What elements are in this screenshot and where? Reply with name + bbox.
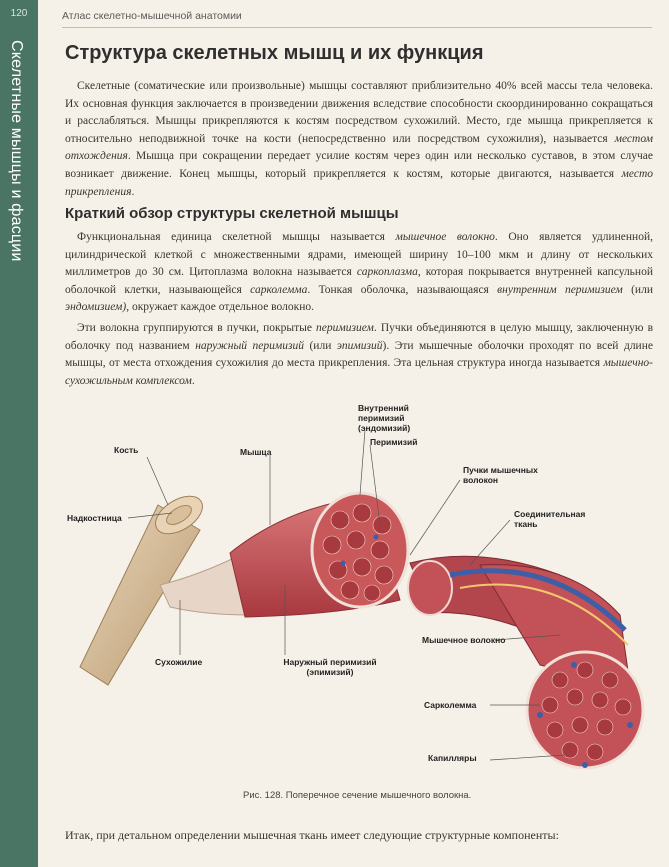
label-sarcolemma: Сарколемма <box>424 700 477 710</box>
text-run: Скелетные (соматические или произвольные) мышцы составляют приблизительно 40% всей массы тела человека. Их основная функция заключается в произведении движения вследствие способности скоординированно сокращаться и расслабляться. Мышцы прикрепляются к костям посредством сухожилий. Место, где мышца прикрепляется к относительно неподвижной точке на кости (непосредственно или посредством сухожилия), называется <box>65 80 653 145</box>
text-run: ). Эти мышечные оболочки проходят по всей длине мышцы, от места отхождения сухожилия до места прикрепления. Эта цельная структура иногда называется <box>65 339 653 370</box>
text-run: . Оно является удлиненной, цилиндрической клеткой с множественными ядрами, имеющей ширину 10–100 мкм и длину от нескольких миллиметров до 30 см. Цитоплазма волокна называется <box>65 231 653 279</box>
running-header: Атлас скелетно-мышечной анатомии <box>62 10 652 28</box>
label-muscle: Мышца <box>240 447 272 457</box>
italic-term: саркоплазма <box>356 266 418 279</box>
bottom-text: Итак, при детальном определении мышечная ткань имеет следующие структурные компоненты: <box>65 828 559 842</box>
italic-term: место прикрепления <box>65 167 653 198</box>
text-run: (или <box>303 339 337 352</box>
text-run: Эти волокна группируются в пучки, покрытые <box>77 322 317 334</box>
italic-term: сарколемма <box>250 283 308 296</box>
text-run: (или <box>622 283 653 296</box>
section-paragraph-2 <box>65 320 653 390</box>
figure-caption: Рис. 128. Поперечное сечение мышечного волокна. <box>243 790 472 801</box>
italic-term: местом отхождения <box>65 132 653 163</box>
label-fascicles: Пучки мышечных волокон <box>463 465 538 485</box>
italic-term: мышечно-сухожильным комплексом <box>65 357 653 387</box>
italic-term: эпимизий <box>336 339 383 352</box>
text-run: . <box>191 374 195 387</box>
italic-term: мышечное волокно <box>395 231 495 243</box>
label-periosteum: Надкостница <box>67 513 122 523</box>
italic-term: эндомизием) <box>65 301 127 314</box>
label-perimysium: Перимизий <box>370 437 418 447</box>
text-run: . Пучки объединяются в целую мышцу, заключенную в оболочку под названием <box>65 322 653 352</box>
chapter-sidebar <box>0 0 38 867</box>
label-tendon: Сухожилие <box>155 657 203 667</box>
chapter-title: Структура скелетных мышц и их функция <box>65 42 484 64</box>
page-number: 120 <box>10 8 28 19</box>
text-run: . Тонкая оболочка, называющаяся <box>307 283 498 296</box>
label-muscle-fiber: Мышечное волокно <box>422 635 506 645</box>
text-run: . Мышца при сокращении передает усилие костям через один или несколько суставов, в этом случае возникает движение. Конец мышцы, который прикрепляется к костям, которые двигаются, называется <box>65 150 653 180</box>
label-endomysium: Внутренний перимизий (эндомизий) <box>358 403 411 433</box>
text-run: , которая покрывается внутренней капсульной оболочкой клетки, называющейся <box>65 266 653 296</box>
text-run: Функциональная единица скелетной мышцы называется <box>77 231 396 243</box>
chapter-side-title: Скелетные мышцы и фасции <box>8 40 25 262</box>
intro-paragraph <box>65 78 653 201</box>
label-capillaries: Капилляры <box>428 753 477 763</box>
section-paragraph-1 <box>65 229 653 317</box>
text-run: . <box>131 185 135 198</box>
italic-term: перимизием <box>316 322 374 334</box>
label-epimysium: Наружный перимизий (эпимизий) <box>283 657 377 677</box>
text-run: , окружает каждое отдельное волокно. <box>126 301 314 314</box>
fascicle-cross-section <box>408 561 452 615</box>
label-bone: Кость <box>114 445 139 455</box>
section-title: Краткий обзор структуры скелетной мышцы <box>65 205 399 222</box>
italic-term: наружный перимизий <box>195 339 304 352</box>
muscle-structure-figure <box>40 385 669 785</box>
label-connective-tissue: Соединительная ткань <box>514 509 586 529</box>
italic-term: внутренним перимизием <box>497 283 623 296</box>
